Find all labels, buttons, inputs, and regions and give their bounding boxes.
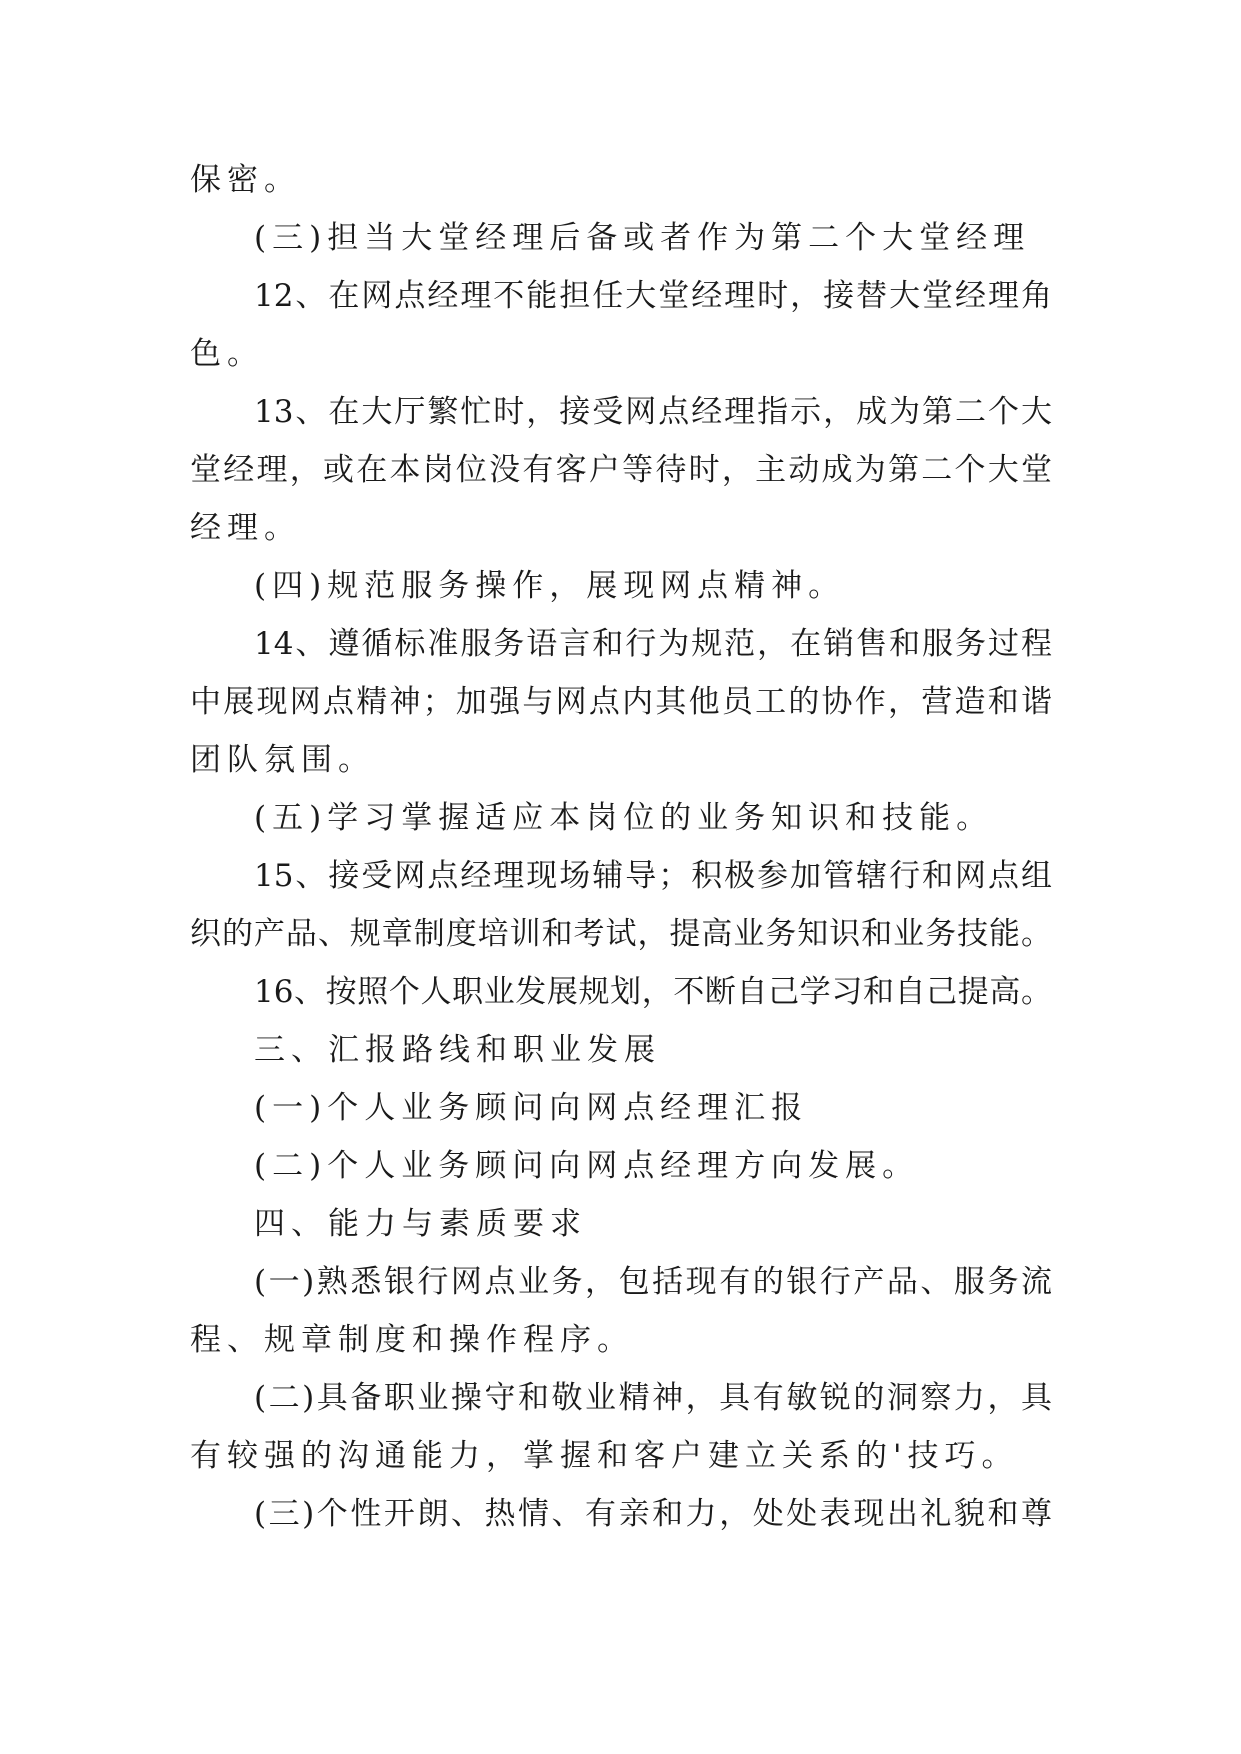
paragraph-line: 中展现网点精神；加强与网点内其他员工的协作，营造和谐 <box>190 684 1052 720</box>
paragraph-line: (一)个人业务顾问向网点经理汇报 <box>254 1090 809 1126</box>
document-body <box>190 151 1052 1543</box>
paragraph-line: (二)具备职业操守和敬业精神，具有敏锐的洞察力，具 <box>254 1380 1052 1416</box>
paragraph-line: 程、规章制度和操作程序。 <box>190 1322 634 1358</box>
paragraph-line: 有较强的沟通能力，掌握和客户建立关系的'技巧。 <box>190 1438 1019 1474</box>
paragraph-line: 色。 <box>190 336 264 372</box>
paragraph-line: 堂经理，或在本岗位没有客户等待时，主动成为第二个大堂 <box>190 452 1052 488</box>
paragraph-line: 经理。 <box>190 510 301 546</box>
paragraph-line: 保密。 <box>190 162 301 198</box>
paragraph-line: 15、接受网点经理现场辅导；积极参加管辖行和网点组 <box>254 858 1052 894</box>
section-heading: 四、能力与素质要求 <box>254 1206 587 1242</box>
section-heading: (三)担当大堂经理后备或者作为第二个大堂经理 <box>254 220 1031 256</box>
paragraph-line: (二)个人业务顾问向网点经理方向发展。 <box>254 1148 920 1184</box>
paragraph-line: 16、按照个人职业发展规划，不断自己学习和自己提高。 <box>254 974 1052 1010</box>
section-heading: (五)学习掌握适应本岗位的业务知识和技能。 <box>254 800 994 836</box>
paragraph-line: 13、在大厅繁忙时，接受网点经理指示，成为第二个大 <box>254 394 1052 430</box>
section-heading: 三、汇报路线和职业发展 <box>254 1032 661 1068</box>
paragraph-line: 织的产品、规章制度培训和考试，提高业务知识和业务技能。 <box>190 916 1052 952</box>
paragraph-line: (一)熟悉银行网点业务，包括现有的银行产品、服务流 <box>254 1264 1052 1300</box>
paragraph-line: (三)个性开朗、热情、有亲和力，处处表现出礼貌和尊 <box>254 1496 1052 1532</box>
paragraph-line: 团队氛围。 <box>190 742 375 778</box>
paragraph-line: 14、遵循标准服务语言和行为规范，在销售和服务过程 <box>254 626 1052 662</box>
section-heading: (四)规范服务操作，展现网点精神。 <box>254 568 846 604</box>
paragraph-line: 12、在网点经理不能担任大堂经理时，接替大堂经理角 <box>254 278 1052 314</box>
